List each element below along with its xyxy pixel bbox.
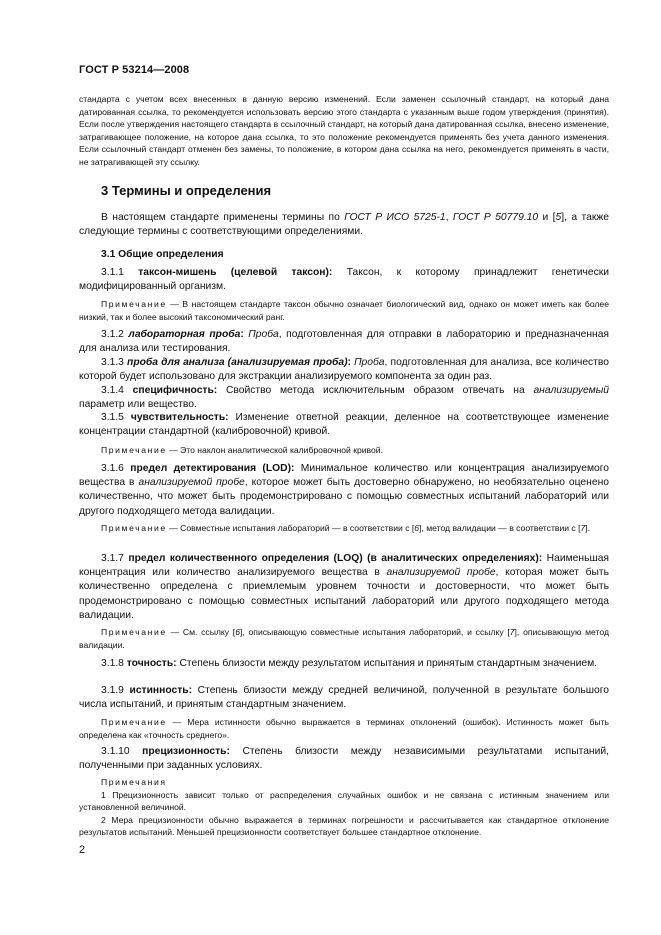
note-3-1-5: Примечание — Это наклон аналитической калибровочной кривой. (101, 445, 383, 455)
note-3-1-6: Примечание — Совместные испытания лабораторий — в соответствии с [6], метод валидации — в соответствии с [7]. (101, 523, 591, 533)
term-3-1-8: 3.1.8 точность: Степень близости между результатом испытания и принятым стандартным значением. (101, 658, 598, 669)
notes-3-1-10: Примечания 1 Прецизионность зависит только от распределения случайных ошибок и не связана с истинным значением или установленной величиной. 2 Мера прецизионности обычно выражается в терминах погрешности и рассчитывается как стандартное отклонение результатов испытаний. Меньшей прецизионности соответствует большее стандартное отклонение. (79, 777, 609, 838)
term-3-1-7: 3.1.7 предел количественного определения (LOQ) (в аналитических определениях): Наименьшая концентрация или количество анализируемого вещества в анализируемой пробе, которая может быть количественно определена с приемлемым уровнем точности и достоверности, что может быть продемонстрировано с помощью совместных испытаний лабораторий или другого подходящего метода валидации. (79, 553, 610, 621)
page-number: 2 (79, 844, 86, 856)
note-3-1-7: Примечание — См. ссылку [6], описывающую совместные испытания лабораторий, и ссылку [7], описывающую метод валидации. (79, 627, 609, 650)
intro-paragraph: стандарта с учетом всех внесенных в данную версию изменений. Если заменен ссылочный стандарт, на который дана датированная ссылка, то рекомендуется использовать версию этого стандарта с указанным выше годом утверждения (принятия). Если после утверждения настоящего стандарта в ссылочный стандарт, на который дана датированная ссылка, внесено изменение, затрагивающее положение, на которое дана ссылка, то это положение рекомендуется применять без учета данного изменения. Если ссылочный стандарт отменен без замены, то положение, в котором дана ссылка на него, рекомендуется применять в части, не затрагивающей эту ссылку. (79, 94, 609, 167)
section-title: 3 Термины и определения (101, 183, 272, 198)
term-3-1-3: 3.1.3 проба для анализа (анализируемая проба): Проба, подготовленная для анализа, все количество которой будет использовано для экстракции анализируемого компонента за один раз. (79, 357, 609, 383)
subsection-title: 3.1 Общие определения (101, 249, 224, 260)
term-3-1-5: 3.1.5 чувствительность: Изменение ответной реакции, деленное на соответствующее изменение концентрации стандартной (калибровочной) кривой. (79, 412, 610, 438)
term-3-1-10: 3.1.10 прецизионность: Степень близости между независимыми результатами испытаний, полученными при заданных условиях. (79, 746, 609, 772)
note-3-1-1: Примечание — В настоящем стандарте таксон обычно означает биологический вид, однако он может иметь как более низкий, так и более высокий таксономический ранг. (79, 299, 609, 322)
term-3-1-4: 3.1.4 специфичность: Свойство метода исключительным образом отвечать на анализируемый параметр или вещество. (79, 385, 609, 411)
term-3-1-6: 3.1.6 предел детектирования (LOD): Минимальное количество или концентрация анализируемого вещества в анализируемой пробе, которое может быть достоверно обнаружено, но необязательно оценено количественно, что может быть продемонстрировано с помощью совместных испытаний лабораторий или другого подходящего метода валидации. (79, 463, 610, 517)
note-3-1-9: Примечание — Мера истинности обычно выражается в терминах отклонений (ошибок). Истинность может быть определена как «точность среднего». (79, 717, 609, 740)
section-intro: В настоящем стандарте применены термины по ГОСТ Р ИСО 5725-1, ГОСТ Р 50779.10 и [5], а также следующие термины с соответствующими определениями. (79, 212, 609, 238)
term-3-1-9: 3.1.9 истинность: Степень близости между средней величиной, полученной в результате большого числа испытаний, и принятым стандартным значением. (79, 685, 609, 711)
term-3-1-1: 3.1.1 таксон-мишень (целевой таксон): Таксон, к которому принадлежит генетически модифицированный организм. (79, 267, 610, 293)
document-code-header: ГОСТ Р 53214—2008 (79, 64, 190, 76)
term-3-1-2: 3.1.2 лабораторная проба: Проба, подготовленная для отправки в лабораторию и предназначенная для анализа или тестирования. (79, 329, 609, 355)
